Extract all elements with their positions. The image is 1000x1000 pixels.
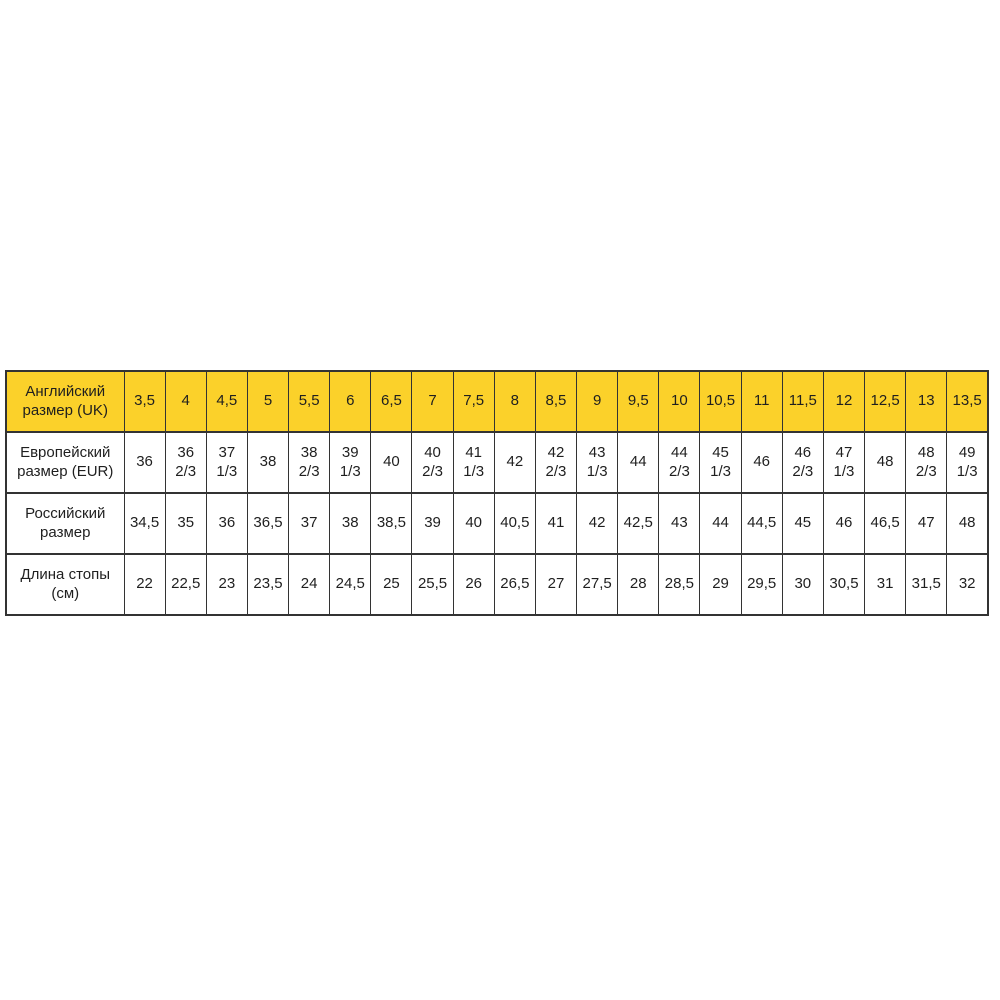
size-cell: 47 — [906, 493, 947, 554]
size-cell: 28,5 — [659, 554, 700, 615]
size-cell: 36,5 — [247, 493, 288, 554]
size-cell: 46,5 — [865, 493, 906, 554]
size-cell: 38 2/3 — [289, 432, 330, 493]
uk-size-cell: 11,5 — [782, 371, 823, 432]
size-cell: 39 1/3 — [330, 432, 371, 493]
size-cell: 44,5 — [741, 493, 782, 554]
uk-size-cell: 13 — [906, 371, 947, 432]
row-label: Английский размер (UK) — [6, 371, 124, 432]
uk-size-cell: 4 — [165, 371, 206, 432]
size-cell: 23 — [206, 554, 247, 615]
header-row — [6, 371, 988, 432]
size-cell: 29 — [700, 554, 741, 615]
uk-size-cell: 11 — [741, 371, 782, 432]
size-cell: 42 — [494, 432, 535, 493]
size-cell: 36 — [124, 432, 165, 493]
uk-size-cell: 7 — [412, 371, 453, 432]
uk-size-cell: 8,5 — [535, 371, 576, 432]
size-cell: 49 1/3 — [947, 432, 988, 493]
size-cell: 22 — [124, 554, 165, 615]
size-cell: 38,5 — [371, 493, 412, 554]
size-cell: 44 — [700, 493, 741, 554]
size-cell: 47 1/3 — [823, 432, 864, 493]
size-cell: 43 1/3 — [577, 432, 618, 493]
size-cell: 45 — [782, 493, 823, 554]
row-label: Европейский размер (EUR) — [6, 432, 124, 493]
size-cell: 31 — [865, 554, 906, 615]
size-cell: 48 — [947, 493, 988, 554]
size-cell: 41 1/3 — [453, 432, 494, 493]
size-cell: 44 — [618, 432, 659, 493]
uk-size-cell: 5,5 — [289, 371, 330, 432]
size-cell: 42 2/3 — [535, 432, 576, 493]
size-cell: 30 — [782, 554, 823, 615]
size-cell: 22,5 — [165, 554, 206, 615]
size-cell: 39 — [412, 493, 453, 554]
uk-size-cell: 10 — [659, 371, 700, 432]
size-cell: 40 — [371, 432, 412, 493]
row-label: Российский размер — [6, 493, 124, 554]
uk-size-cell: 13,5 — [947, 371, 988, 432]
size-cell: 42,5 — [618, 493, 659, 554]
size-cell: 25 — [371, 554, 412, 615]
size-cell: 24,5 — [330, 554, 371, 615]
table-row — [6, 554, 988, 615]
size-cell: 28 — [618, 554, 659, 615]
size-cell: 40,5 — [494, 493, 535, 554]
size-cell: 35 — [165, 493, 206, 554]
uk-size-cell: 9,5 — [618, 371, 659, 432]
size-cell: 37 1/3 — [206, 432, 247, 493]
size-cell: 27,5 — [577, 554, 618, 615]
size-cell: 42 — [577, 493, 618, 554]
uk-size-cell: 6 — [330, 371, 371, 432]
size-cell: 40 — [453, 493, 494, 554]
uk-size-cell: 9 — [577, 371, 618, 432]
uk-size-cell: 12 — [823, 371, 864, 432]
size-cell: 38 — [247, 432, 288, 493]
size-cell: 46 — [741, 432, 782, 493]
size-cell: 27 — [535, 554, 576, 615]
table-row — [6, 432, 988, 493]
uk-size-cell: 6,5 — [371, 371, 412, 432]
size-cell: 46 2/3 — [782, 432, 823, 493]
size-cell: 26 — [453, 554, 494, 615]
uk-size-cell: 12,5 — [865, 371, 906, 432]
size-cell: 23,5 — [247, 554, 288, 615]
size-cell: 48 2/3 — [906, 432, 947, 493]
uk-size-cell: 5 — [247, 371, 288, 432]
shoe-size-conversion-table — [5, 370, 989, 616]
size-cell: 32 — [947, 554, 988, 615]
uk-size-cell: 4,5 — [206, 371, 247, 432]
row-label: Длина стопы (см) — [6, 554, 124, 615]
size-cell: 34,5 — [124, 493, 165, 554]
size-cell: 26,5 — [494, 554, 535, 615]
size-cell: 29,5 — [741, 554, 782, 615]
table-body — [6, 371, 988, 615]
table-row — [6, 493, 988, 554]
size-cell: 24 — [289, 554, 330, 615]
uk-size-cell: 3,5 — [124, 371, 165, 432]
size-cell: 41 — [535, 493, 576, 554]
size-cell: 40 2/3 — [412, 432, 453, 493]
size-cell: 25,5 — [412, 554, 453, 615]
size-cell: 38 — [330, 493, 371, 554]
size-cell: 37 — [289, 493, 330, 554]
size-cell: 36 2/3 — [165, 432, 206, 493]
size-cell: 45 1/3 — [700, 432, 741, 493]
size-cell: 46 — [823, 493, 864, 554]
uk-size-cell: 7,5 — [453, 371, 494, 432]
size-cell: 36 — [206, 493, 247, 554]
size-cell: 43 — [659, 493, 700, 554]
uk-size-cell: 8 — [494, 371, 535, 432]
size-cell: 44 2/3 — [659, 432, 700, 493]
uk-size-cell: 10,5 — [700, 371, 741, 432]
size-cell: 48 — [865, 432, 906, 493]
size-cell: 30,5 — [823, 554, 864, 615]
size-cell: 31,5 — [906, 554, 947, 615]
